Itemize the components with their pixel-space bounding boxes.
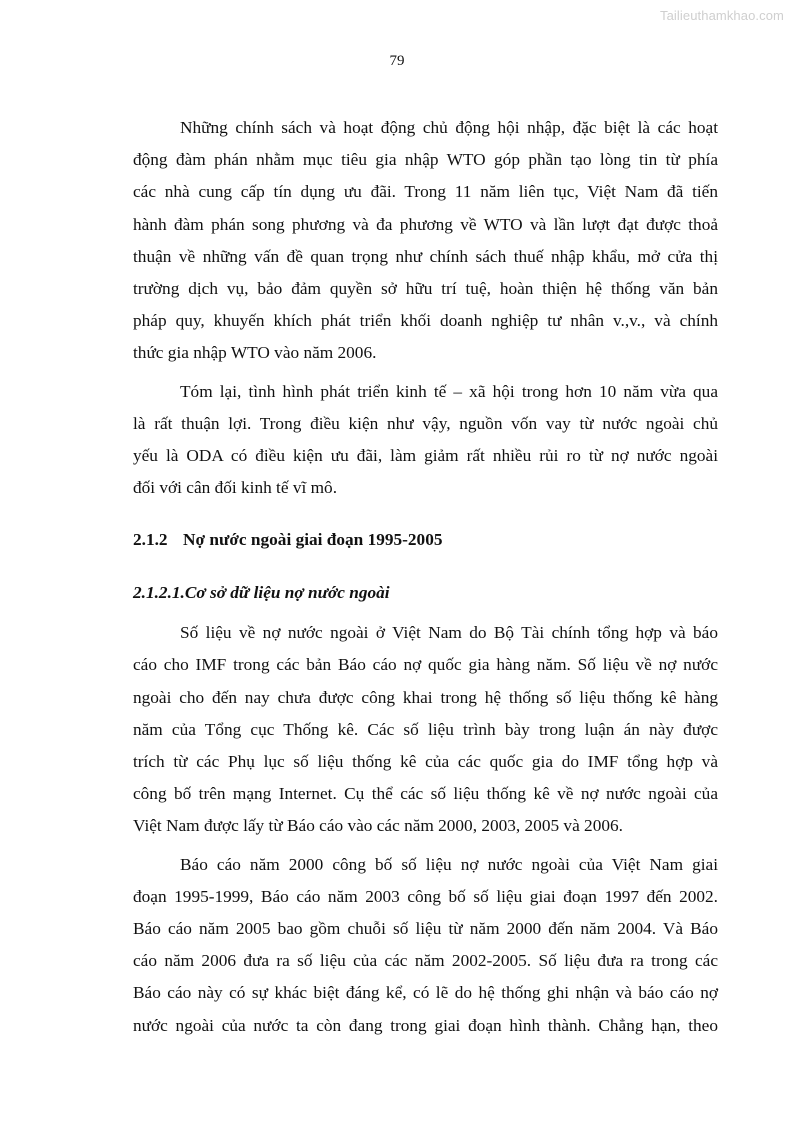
text-line: là rất thuận lợi. Trong điều kiện như vậy, nguồn vốn vay từ nước ngoài chủ (133, 413, 718, 433)
text-line: Báo cáo năm 2000 công bố số liệu nợ nước ngoài của Việt Nam giai (180, 854, 718, 874)
paragraph-summary (133, 376, 718, 505)
text-line: Số liệu về nợ nước ngoài ở Việt Nam do Bộ Tài chính tổng hợp và báo (180, 623, 718, 643)
text-line: các nhà cung cấp tín dụng ưu đãi. Trong 11 năm liên tục, Việt Nam đã tiến (133, 182, 718, 202)
subsection-heading: 2.1.2.1.Cơ sở dữ liệu nợ nước ngoài (133, 583, 390, 603)
text-line: động đàm phán nhằm mục tiêu gia nhập WTO góp phần tạo lòng tin từ phía (133, 150, 718, 170)
text-line: thức gia nhập WTO vào năm 2006. (133, 343, 377, 363)
text-line: Báo cáo năm 2005 bao gồm chuỗi số liệu từ năm 2000 đến năm 2004. Và Báo (133, 918, 718, 938)
text-line: trích từ các Phụ lục số liệu thống kê của các quốc gia do IMF tổng hợp và (133, 752, 718, 771)
text-line: hành đàm phán song phương và đa phương về WTO và lần lượt đạt được thoả (133, 214, 718, 234)
text-line: năm của Tổng cục Thống kê. Các số liệu trình bày trong luận án này được (133, 719, 718, 739)
text-line: trường dịch vụ, bảo đảm quyền sở hữu trí tuệ, hoàn thiện hệ thống văn bản (133, 278, 718, 298)
text-line: công bố trên mạng Internet. Cụ thể các số liệu thống kê về nợ nước ngoài của (133, 784, 718, 804)
text-line: pháp quy, khuyến khích phát triển khối doanh nghiệp tư nhân v.,v., và chính (133, 311, 718, 331)
page-content (133, 112, 718, 1042)
text-line: đối với cân đối kinh tế vĩ mô. (133, 478, 338, 498)
page-number: 79 (389, 53, 405, 69)
text-line: đoạn 1995-1999, Báo cáo năm 2003 công bố số liệu giai đoạn 1997 đến 2002. (133, 886, 718, 906)
paragraph-wto-integration (133, 112, 718, 370)
text-line: ngoài cho đến nay chưa được công khai trong hệ thống số liệu thống kê hàng (133, 687, 718, 707)
text-line: nước ngoài của nước ta còn đang trong giai đoạn hình thành. Chẳng hạn, theo (133, 1015, 718, 1035)
text-line: thuận về những vấn đề quan trọng như chính sách thuế nhập khẩu, mở cửa thị (133, 246, 718, 266)
text-line: Báo cáo này có sự khác biệt đáng kể, có lẽ do hệ thống ghi nhận và báo cáo nợ (133, 983, 718, 1003)
text-line: cáo cho IMF trong các bản Báo cáo nợ quốc gia hàng năm. Số liệu về nợ nước (133, 655, 718, 675)
text-line: Việt Nam được lấy từ Báo cáo vào các năm 2000, 2003, 2005 và 2006. (133, 816, 623, 836)
section-number: 2.1.2 (133, 530, 168, 550)
section-heading (133, 524, 718, 556)
text-line: Tóm lại, tình hình phát triển kinh tế – xã hội trong hơn 10 năm vừa qua (180, 381, 718, 401)
watermark: Tailieuthamkhao.com (659, 8, 784, 23)
text-line: cáo năm 2006 đưa ra số liệu của các năm 2002-2005. Số liệu đưa ra trong các (133, 951, 718, 971)
paragraph-data-sources (133, 617, 718, 842)
text-line: Những chính sách và hoạt động chủ động hội nhập, đặc biệt là các hoạt (180, 118, 718, 137)
text-line: yếu là ODA có điều kiện ưu đãi, làm giảm rất nhiều rủi ro từ nợ nước ngoài (133, 445, 718, 465)
section-title: Nợ nước ngoài giai đoạn 1995-2005 (183, 530, 443, 550)
paragraph-report-years (133, 849, 718, 1042)
